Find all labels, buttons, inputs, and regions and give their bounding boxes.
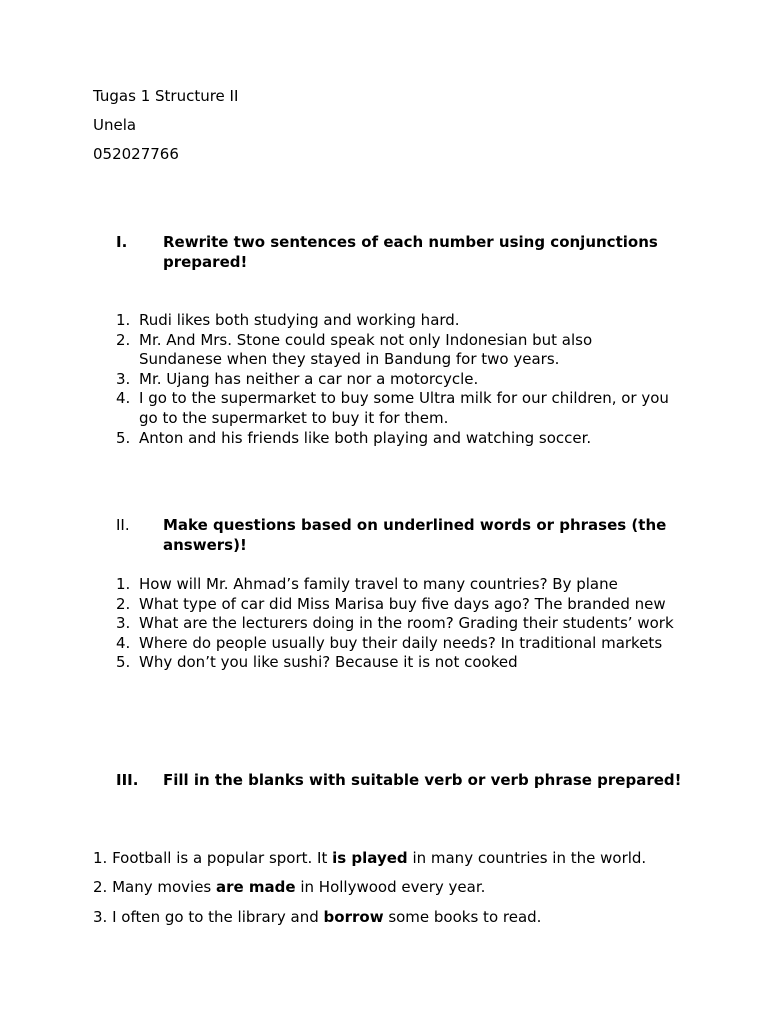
answer-text: is played <box>332 849 408 867</box>
list-item-text: How will Mr. Ahmad’s family travel to many countries? By plane <box>139 575 618 593</box>
fill-in-sentence <box>93 908 541 928</box>
list-item-number: 3. <box>116 614 131 633</box>
list-item-text: Why don’t you like sushi? Because it is not cooked <box>139 653 518 672</box>
list-item <box>116 370 676 390</box>
list-item-text: Anton and his friends like both playing and watching soccer. <box>139 428 592 447</box>
list-item-text: Rudi likes both studying and working hard. <box>139 311 460 329</box>
list-item-number: 4. <box>116 389 131 408</box>
sentence-text-after: in many countries in the world. <box>407 849 647 867</box>
list-item <box>116 634 676 654</box>
list-item <box>116 389 676 428</box>
answer-text: are made <box>216 878 296 896</box>
section-2-title: Make questions based on underlined words or phrases (the answers)! <box>163 516 667 554</box>
student-name: Unela <box>93 116 137 134</box>
list-item <box>116 595 676 615</box>
list-item <box>116 614 676 634</box>
list-item-number: 1. <box>116 575 131 593</box>
fill-in-sentence <box>93 849 646 869</box>
list-item <box>116 311 676 331</box>
list-item <box>116 429 676 449</box>
sentence-text-after: some books to read. <box>383 908 542 926</box>
list-item-number: 1. <box>116 311 131 329</box>
list-item <box>116 331 676 370</box>
sentence-text-before: 1. Football is a popular sport. It <box>93 849 333 867</box>
list-item-number: 4. <box>116 633 131 652</box>
section-2-list <box>116 575 676 673</box>
section-1-numeral: I. <box>116 233 128 251</box>
student-id: 052027766 <box>93 145 179 163</box>
list-item-text: What type of car did Miss Marisa buy five days ago? The branded new <box>139 594 666 613</box>
list-item-number: 2. <box>116 594 131 613</box>
fill-in-sentence <box>93 878 485 898</box>
section-3-title: Fill in the blanks with suitable verb or verb phrase prepared! <box>163 771 682 789</box>
list-item-text: What are the lecturers doing in the room? Grading their students’ work <box>139 614 674 633</box>
list-item <box>116 575 676 595</box>
list-item-text: Mr. Ujang has neither a car nor a motorcycle. <box>139 369 479 388</box>
sentence-text-before: 2. Many movies <box>93 878 217 896</box>
list-item-text: I go to the supermarket to buy some Ultra milk for our children, or you go to the supermarket to buy it for them. <box>139 389 669 427</box>
list-item-text: Mr. And Mrs. Stone could speak not only Indonesian but also Sundanese when they stayed in Bandung for two years. <box>139 330 593 369</box>
list-item-number: 5. <box>116 428 131 447</box>
sentence-text-before: 3. I often go to the library and <box>93 908 324 926</box>
list-item-text: Where do people usually buy their daily needs? In traditional markets <box>139 633 663 652</box>
section-3-numeral: III. <box>116 771 139 789</box>
list-item-number: 2. <box>116 330 131 349</box>
sentence-text-after: in Hollywood every year. <box>295 878 486 896</box>
section-1-list <box>116 311 676 448</box>
list-item <box>116 653 676 673</box>
list-item-number: 5. <box>116 653 131 672</box>
list-item-number: 3. <box>116 369 131 388</box>
assignment-title: Tugas 1 Structure II <box>93 87 239 105</box>
answer-text: borrow <box>323 908 384 926</box>
section-1-title: Rewrite two sentences of each number using conjunctions prepared! <box>163 233 658 271</box>
section-2-numeral: II. <box>116 516 130 534</box>
